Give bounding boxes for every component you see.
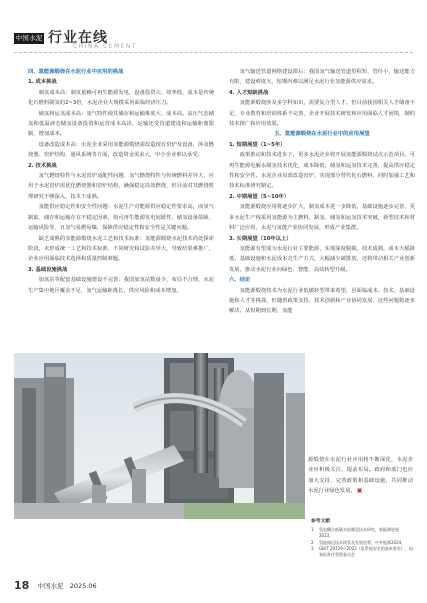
conclusion-continuation (308, 455, 413, 497)
reference-item (311, 546, 413, 558)
paragraph: 氢气输送管道网络建设滞后：我国氢气输送管道里程短、管径小、输送能力有限，建设难度大，短期内难以满足水泥行业氢能源供应需求。 (229, 69, 415, 86)
paragraph: 缺乏成熟的氢能源煅烧水泥工艺和技术标准：氢能源煅烧水泥技术尚处探索阶段，未形成统一工艺和技术标准，不同研究和试验差异大，导致结果难推广，企业应用面临技术选择和质量控制难题。 (28, 235, 214, 263)
end-mark: ▣ (356, 487, 363, 495)
references (311, 519, 413, 558)
reference-number: 1 (311, 527, 314, 533)
subsection-heading: 1. 成本挑战 (28, 79, 57, 86)
reference-text: 氢电耦合低碳水泥制氢技术研究，新能源进展2023。 (319, 527, 399, 539)
paragraph: 氢能源煅烧应用将逐步扩大，制氢成本进一步降低，基础设施逐步完善，更多水泥生产线采用氢能源为主燃料，制氢、储氢和运氢技术突破，新型技术和材料广泛应用，水泥与氢能产业协同发展，形成产业集群。 (229, 204, 415, 232)
paragraph: 氢能供应稳定性和安全性问题：水泥生产对能源供应稳定性要求高，而氢气制取、储存和运输存在不稳定因素，如可再生能源发电间歇性、储氢设备故障、运输风险等，且氢气易燃易爆，保障供应稳定性和安全性是关键问题。 (28, 204, 214, 232)
subsection-heading: 2. 技术挑战 (28, 162, 57, 169)
right-text-column (229, 67, 415, 317)
paragraph: 氢能源煅烧技术为水泥行业低碳转型带来希望，虽面临成本、技术、基础设施和人才等挑战，但随着政策支持、技术创新和产业协同发展，这些问题将逐步解决。从短期到长期，氢能 (229, 287, 415, 315)
subsection-heading: 3. 基础设施挑战 (28, 266, 68, 273)
section-heading: 四、氢能源煅烧在水泥行业中应用的挑战 (28, 69, 124, 75)
paragraph: 加氢站等配套基础设施建设不完善：我国加氢站数量少，布局不合理，水泥生产集中地区覆盖不足，氢气运输距离长，供应风险和成本增加。 (28, 277, 214, 294)
subsection-heading: 4. 人才短缺挑战 (229, 89, 269, 96)
conclusion-tail-text: 源煅烧在水泥行业应用将不断深化，水泥企业应积极关注，提前布局。政府和部门也应加大支持，完善政策和基础设施，共同推动水泥行业绿色发展。 (308, 457, 413, 495)
reference-text: GB/T 29729—2022《氢系统安全的基本要求》，国家标准化管理委员会 (319, 545, 413, 558)
subsection-heading: 1. 短期展望（1~5年） (229, 141, 286, 148)
paragraph: 设备改造成本高：水泥企业采用氢能源煅烧需改造现有窑炉及设备，涉及燃烧器、窑炉结构、通风系统等方面，改造资金需求大，中小企业难以承受。 (28, 141, 214, 159)
column-subtitle: CHINA CEMENT (73, 43, 138, 50)
publication-name: 中国水泥 (37, 582, 64, 590)
paragraph: 政策推动和技术进步下，更多水泥企业将开展氢能源煅烧试点示范项目。可再生能源电解水制氢技术优化，成本降低；储氢和运氢技术完善，提高供应稳定性和安全性。水泥企业局部改造窑炉，实现部分替代化石燃料，同时加强工艺和技术标准研究制定。 (229, 152, 415, 190)
paragraph: 氢能源有望成为水泥行业主要能源，实现深度脱碳。技术成熟，成本大幅降低，基础设施和水泥成本竞生产方式，大幅减少碳排放。还将带动相关产业创新发展，推动水泥行业向绿色、智能、高效转型升级。 (229, 245, 415, 273)
reference-item (311, 527, 413, 539)
issue-date: 2025.06 (69, 582, 97, 590)
column-title: 行业在线 (48, 30, 108, 46)
paragraph: 储氢和运氢成本高：氢气特性使其储存和运输难度大、成本高。高压气态储氢和低温液态储氢设备投资和运营成本高昂，运输还受管道建设和运输距离限制，增加成本。 (28, 110, 214, 138)
paragraph: 氢气燃烧特性与水泥窑炉适配性问题：氢气燃烧特性与传统燃料差异大，应用于水泥窑炉需优化燃烧器和窑炉结构，确保稳定高效燃烧，但目前对其燃烧机理研究不够深入，技术不成熟。 (28, 173, 214, 200)
page-footer (14, 579, 97, 592)
paragraph: 制氢成本高：制氢依赖可再生能源发电，设备投资大、效率低，成本是传统化石燃料制氢的2~3倍，水泥企业大规模采用面临经济压力。 (28, 89, 214, 107)
cement-plant-photo (14, 353, 305, 519)
page-number: 18 (14, 579, 30, 592)
paragraph: 氢能源煅烧涉及多学科知识，需要复合型人才。但目前我国相关人才储备不足，专业教育和培训体系不完善，企业开展技术研发和应用面临人才困境，制约技术推广和应用效果。 (229, 100, 415, 128)
magazine-logo: 中国水泥 (15, 34, 43, 42)
section-heading: 五、氢能源煅烧在水泥行业中的应用展望 (274, 131, 370, 138)
reference-number: 3 (311, 545, 314, 551)
reference-text: 氢能储运技术现状及发展趋势，中外能源2024。 (319, 539, 406, 545)
reference-number: 2 (311, 539, 314, 545)
left-text-column (28, 67, 214, 296)
references-title: 参考文献 (311, 519, 331, 524)
subsection-heading: 2. 中期展望（5~10年） (229, 193, 290, 200)
section-heading: 六、结论 (229, 277, 251, 284)
subsection-heading: 3. 长期展望（10年以上） (229, 235, 292, 242)
header-divider (14, 52, 413, 53)
